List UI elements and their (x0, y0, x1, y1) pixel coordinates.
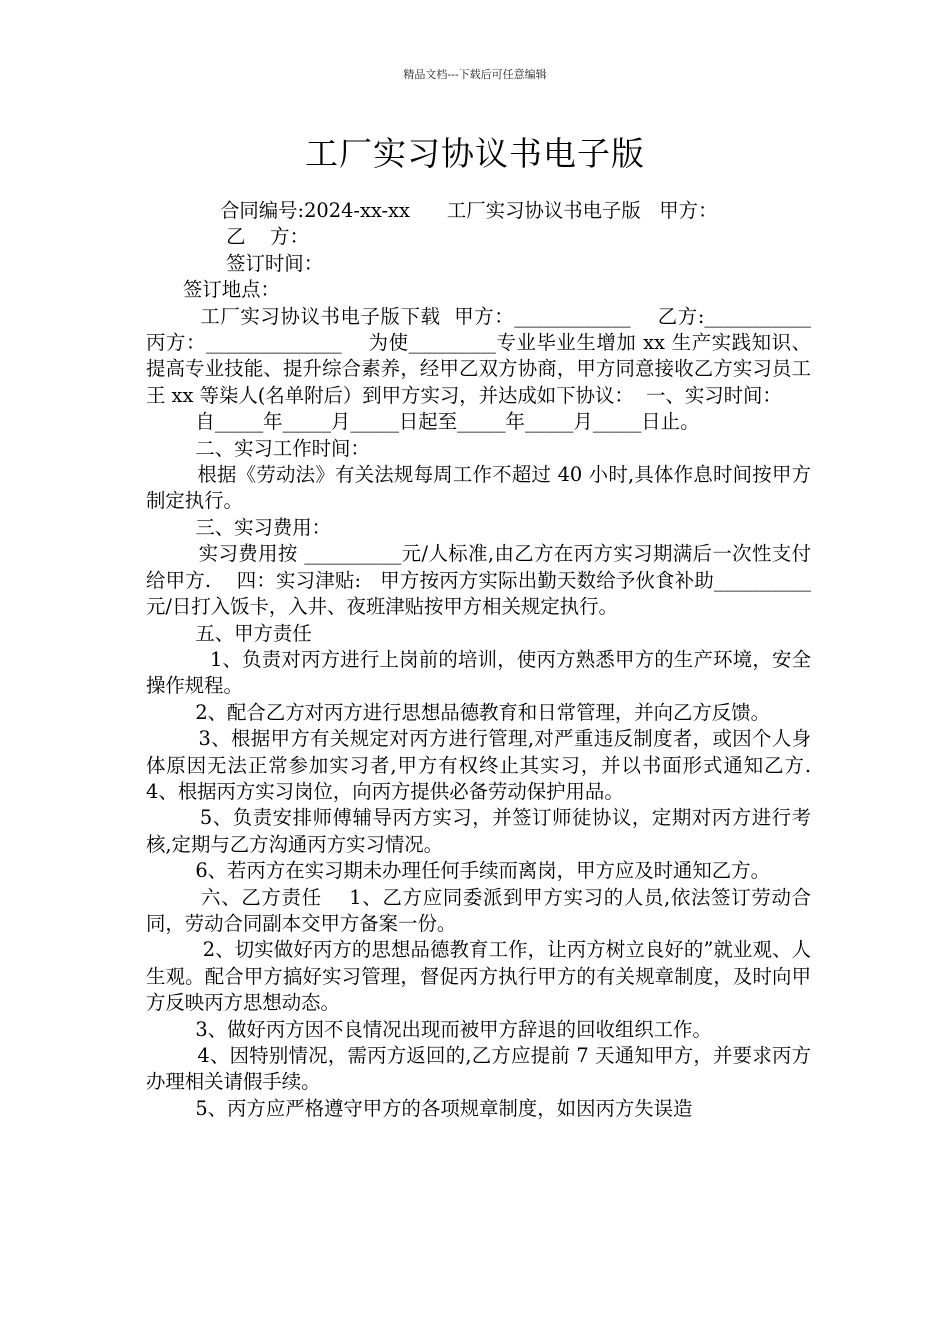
paragraph-preamble: 工厂实习协议书电子版下载 甲方：____________ 乙方:___________ 丙方：______________ 为使_________专业毕业生增加 xx 生产实践知识、提高专业技能、提升综合素养，经甲乙双方协商，甲方同意接收乙方实习员工王 xx 等柒人(名单附后）到甲方实习，并达成如下协议： 一、实习时间： (146, 304, 836, 407)
paragraph-signing-place: 签订地点： (146, 278, 280, 302)
paragraph-signing-time: 签订时间： (146, 251, 324, 275)
paragraph-party-b: 乙 方： (146, 225, 309, 249)
paragraph-party-a-duty-2: 2、配合乙方对丙方进行思想品德教育和日常管理，并向乙方反馈。 (146, 700, 770, 724)
paragraph-party-b-duty-5: 5、丙方应严格遵守甲方的各项规章制度，如因丙方失误造 (146, 1096, 693, 1120)
paragraph-party-b-duty-1: 六、乙方责任 1、乙方应同委派到甲方实习的人员,依法签订劳动合同，劳动合同副本交甲方备案一份。 (146, 885, 812, 935)
section-heading-party-a-duties: 五、甲方责任 (146, 621, 312, 645)
paragraph-party-b-duty-3: 3、做好丙方因不良情况出现而被甲方辞退的回收组织工作。 (146, 1017, 712, 1041)
header-note: 精品文档---下载后可任意编辑 (403, 68, 547, 81)
paragraph-party-a-duty-5: 5、负责安排师傅辅导丙方实习，并签订师徒协议，定期对丙方进行考核,定期与乙方沟通丙方实习情况。 (146, 806, 812, 856)
paragraph-internship-period: 自_____年_____月_____日起至_____年_____月_____日止。 (146, 410, 700, 434)
document-title: 工厂实习协议书电子版 (305, 134, 645, 173)
paragraph-contract-number: 合同编号:2024-xx-xx 工厂实习协议书电子版 甲方： (146, 199, 718, 222)
section-heading-fees: 三、实习费用： (146, 515, 332, 539)
paragraph-party-b-duty-2: 2、切实做好丙方的思想品德教育工作，让丙方树立良好的”就业观、人生观。配合甲方搞好实习管理，督促丙方执行甲方的有关规章制度，及时向甲方反映丙方思想动态。 (146, 938, 812, 1015)
section-heading-working-hours: 二、实习工作时间： (146, 436, 370, 460)
document-body (146, 198, 836, 1122)
paragraph-fees-allowance: 实习费用按 __________元/人标准,由乙方在丙方实习期满后一次性支付给甲方. 四：实习津贴: 甲方按丙方实际出勤天数给予伙食补助__________元/日打入饭卡，入井、夜班津贴按甲方相关规定执行。 (146, 542, 812, 619)
paragraph-party-a-duty-3-4: 3、根据甲方有关规定对丙方进行管理,对严重违反制度者，或因个人身体原因无法正常参加实习者,甲方有权终止其实习，并以书面形式通知乙方. 4、根据丙方实习岗位，向丙方提供必备劳动保护用品。 (146, 727, 836, 803)
paragraph-party-a-duty-1: 1、负责对丙方进行上岗前的培训，使丙方熟悉甲方的生产环境，安全操作规程。 (146, 647, 811, 698)
paragraph-party-a-duty-6: 6、若丙方在实习期未办理任何手续而离岗，甲方应及时通知乙方。 (146, 859, 770, 883)
paragraph-working-hours: 根据《劳动法》有关法规每周工作不超过 40 小时,具体作息时间按甲方制定执行。 (146, 463, 811, 513)
paragraph-party-b-duty-4: 4、因特别情况，需丙方返回的,乙方应提前 7 天通知甲方，并要求丙方办理相关请假手续。 (146, 1044, 812, 1094)
